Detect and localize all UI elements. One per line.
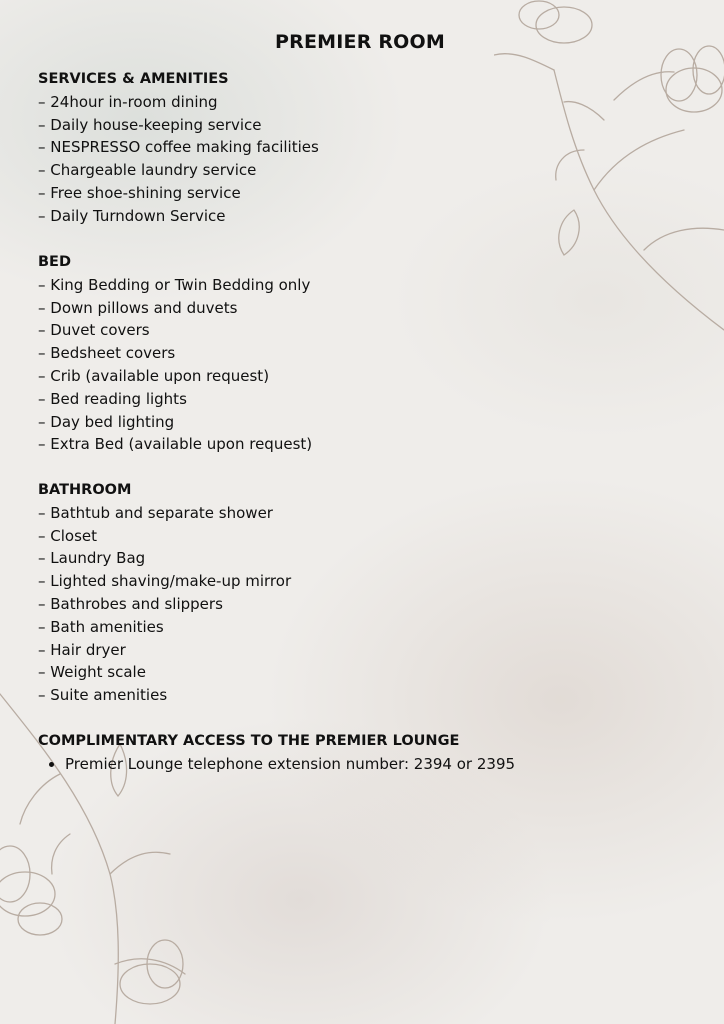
bed-section [38,251,678,456]
list-item: – Hair dryer [38,640,126,659]
list-item: – Bathtub and separate shower [38,503,273,522]
bed-list [38,274,678,456]
list-item: – Laundry Bag [38,549,146,568]
list-item: – Chargeable laundry service [38,161,257,180]
lounge-access-list [38,753,678,776]
list-item: • Premier Lounge telephone extension number: 2394 or 2395 [65,753,678,776]
list-item: – Closet [38,526,98,545]
list-item: – Bedsheet covers [38,344,176,363]
section-heading: COMPLIMENTARY ACCESS TO THE PREMIER LOUNGE [38,733,460,749]
section-heading: SERVICES & AMENITIES [38,71,229,87]
list-item: – Bath amenities [38,617,164,636]
lounge-access-section [38,730,678,776]
list-item: – Down pillows and duvets [38,298,238,317]
list-item: – Suite amenities [38,686,168,705]
list-item: – Weight scale [38,663,146,682]
list-item: – Crib (available upon request) [38,366,270,385]
list-item: – Bed reading lights [38,389,187,408]
list-item: – Lighted shaving/make-up mirror [38,572,292,591]
services-amenities-list [38,91,678,228]
list-item: – NESPRESSO coffee making facilities [38,138,319,157]
list-item: – Daily Turndown Service [38,206,226,225]
bathroom-list [38,502,678,707]
bathroom-section [38,479,678,707]
section-heading: BED [38,254,71,270]
page-title: PREMIER ROOM [275,31,445,53]
list-item: – Free shoe-shining service [38,183,241,202]
list-item: – Bathrobes and slippers [38,594,223,613]
list-item: – Duvet covers [38,321,150,340]
list-item: – Extra Bed (available upon request) [38,435,313,454]
list-item: – Day bed lighting [38,412,175,431]
list-item: – King Bedding or Twin Bedding only [38,275,311,294]
section-heading: BATHROOM [38,482,132,498]
services-amenities-section [38,68,678,228]
list-item: – 24hour in-room dining [38,92,218,111]
list-item: – Daily house-keeping service [38,115,262,134]
